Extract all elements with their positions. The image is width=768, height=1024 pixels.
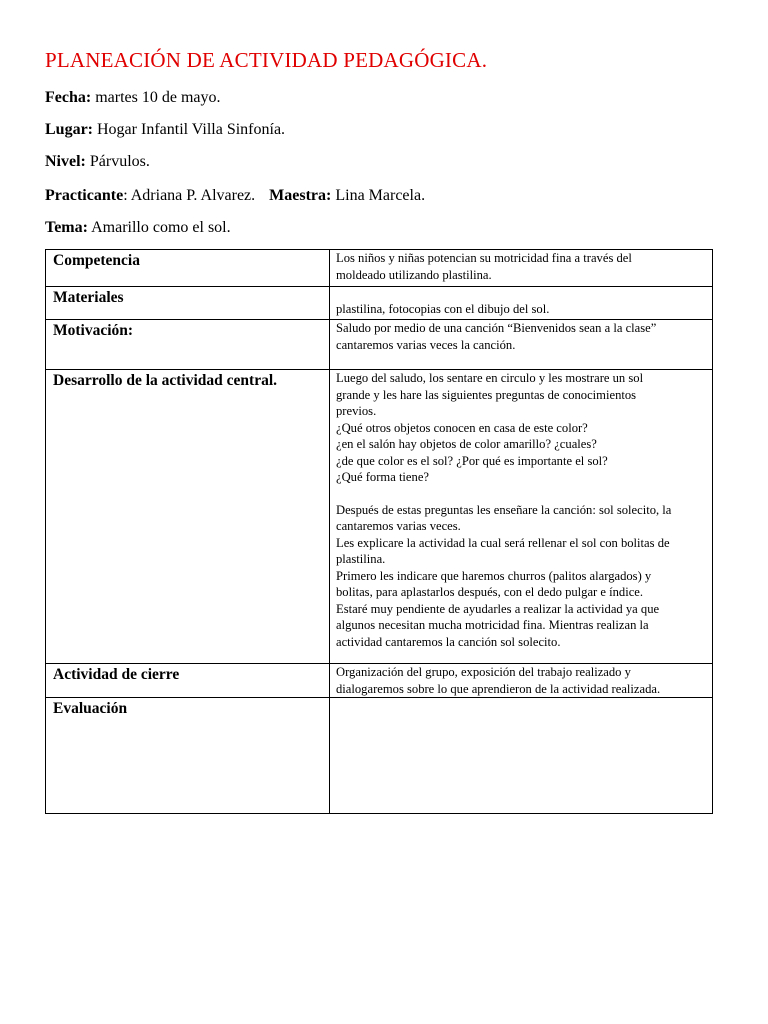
nivel-label: Nivel:: [45, 153, 86, 170]
content-line: plastilina.: [336, 552, 386, 566]
content-line: ¿Qué otros objetos conocen en casa de este color?: [336, 420, 588, 435]
tema-line: [45, 219, 231, 237]
tema-label: Tema:: [45, 219, 88, 236]
content-line: bolitas, para aplastarlos después, con el dedo pulgar e índice.: [336, 585, 644, 599]
content-line: plastilina, fotocopias con el dibujo del sol.: [336, 302, 550, 316]
row-competencia: [46, 250, 713, 287]
row-motivacion: [46, 320, 713, 370]
practicante-label: Practicante: [45, 187, 124, 204]
motivacion-content: [330, 320, 713, 370]
materiales-content: [330, 287, 713, 320]
content-line: ¿Qué forma tiene?: [336, 470, 430, 484]
content-line: algunos necesitan mucha motricidad fina. Mientras realizan la: [336, 618, 649, 632]
practicante-value: : Adriana P. Alvarez.: [123, 187, 256, 204]
content-line: cantaremos varias veces la canción.: [336, 337, 516, 352]
content-line: grande y les hare las siguientes preguntas de conocimientos: [336, 387, 637, 402]
maestra-label: Maestra:: [269, 187, 332, 204]
content-line: dialogaremos sobre lo que aprendieron de la actividad realizada.: [336, 681, 661, 696]
desarrollo-label: Desarrollo de la actividad central.: [46, 370, 330, 664]
content-line: ¿en el salón hay objetos de color amarillo? ¿cuales?: [336, 437, 597, 451]
practicante-line: [45, 187, 425, 205]
competencia-content: [330, 250, 713, 287]
lugar-line: [45, 121, 285, 139]
content-line: moldeado utilizando plastilina.: [336, 267, 492, 282]
competencia-label: Competencia: [46, 250, 330, 287]
row-cierre: [46, 664, 713, 698]
nivel-line: [45, 153, 150, 171]
cierre-label: Actividad de cierre: [46, 664, 330, 698]
plan-table: [45, 249, 713, 814]
fecha-label: Fecha:: [45, 89, 92, 106]
content-line: Primero les indicare que haremos churros (palitos alargados) y: [336, 568, 652, 583]
content-line: [336, 486, 708, 502]
document-title: PLANEACIÓN DE ACTIVIDAD PEDAGÓGICA.: [45, 48, 488, 72]
content-line: cantaremos varias veces.: [336, 519, 461, 533]
row-materiales: [46, 287, 713, 320]
tema-value: Amarillo como el sol.: [87, 219, 231, 236]
evaluacion-content: [330, 698, 713, 814]
nivel-value: Párvulos.: [85, 153, 150, 170]
desarrollo-content: [330, 370, 713, 664]
content-line: Saludo por medio de una canción “Bienvenidos sean a la clase”: [336, 321, 657, 335]
content-line: previos.: [336, 404, 377, 418]
motivacion-label: Motivación:: [46, 320, 330, 370]
row-desarrollo: [46, 370, 713, 664]
fecha-value: martes 10 de mayo.: [91, 89, 221, 106]
evaluacion-label: Evaluación: [46, 698, 330, 814]
row-evaluacion: [46, 698, 713, 814]
content-line: Luego del saludo, los sentare en circulo y les mostrare un sol: [336, 371, 644, 385]
content-line: Después de estas preguntas les enseñare la canción: sol solecito, la: [336, 502, 672, 517]
maestra-value: Lina Marcela.: [331, 187, 426, 204]
materiales-text: [336, 287, 708, 318]
cierre-content: [330, 664, 713, 698]
content-line: ¿de que color es el sol? ¿Por qué es importante el sol?: [336, 453, 608, 468]
content-line: Estaré muy pendiente de ayudarles a realizar la actividad ya que: [336, 601, 660, 616]
content-line: Los niños y niñas potencian su motricidad fina a través del: [336, 251, 632, 265]
materiales-label: Materiales: [46, 287, 330, 320]
fecha-line: [45, 89, 221, 107]
lugar-value: Hogar Infantil Villa Sinfonía.: [93, 121, 286, 138]
content-line: Les explicare la actividad la cual será rellenar el sol con bolitas de: [336, 535, 670, 550]
content-line: actividad cantaremos la canción sol solecito.: [336, 634, 561, 649]
content-line: Organización del grupo, exposición del trabajo realizado y: [336, 665, 631, 679]
lugar-label: Lugar:: [45, 121, 93, 138]
